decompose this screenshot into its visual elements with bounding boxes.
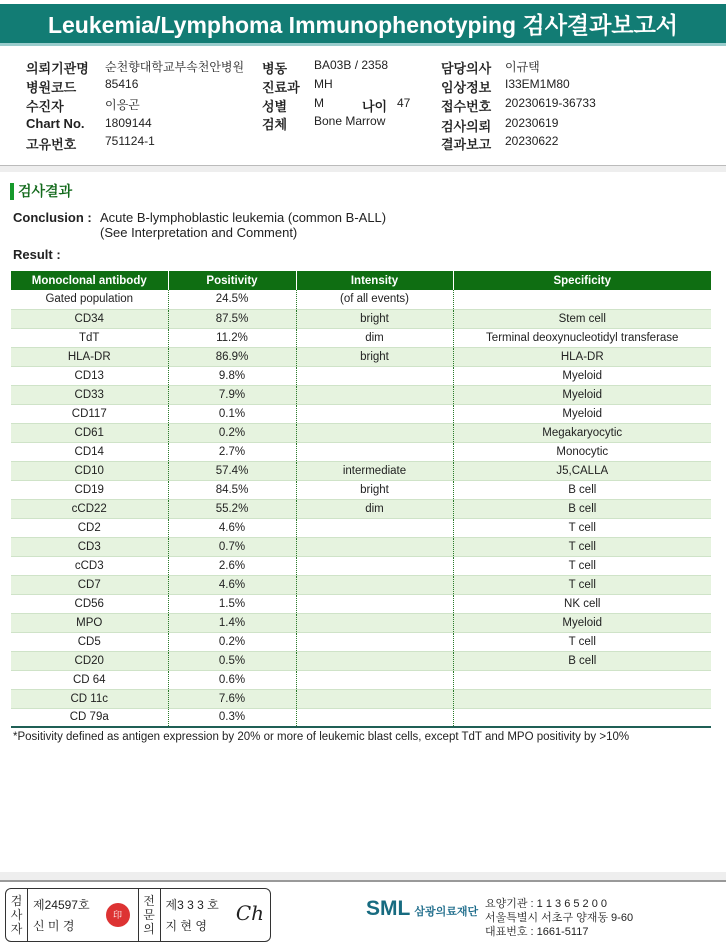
ward-label: 병동 bbox=[262, 61, 288, 76]
intensity-cell bbox=[296, 594, 453, 613]
specificity-cell: Terminal deoxynucleotidyl transferase bbox=[453, 328, 711, 347]
age: 47 bbox=[397, 96, 411, 110]
table-row bbox=[11, 366, 711, 385]
table-row bbox=[11, 613, 711, 632]
doctor-label: 담당의사 bbox=[441, 61, 492, 76]
specificity-cell: J5,CALLA bbox=[453, 461, 711, 480]
positivity-cell: 0.2% bbox=[168, 632, 296, 651]
antibody-cell: CD2 bbox=[11, 518, 168, 537]
id-label: 고유번호 bbox=[26, 137, 77, 152]
patient: 이응곤 bbox=[105, 98, 140, 112]
header-specificity: Specificity bbox=[453, 271, 711, 290]
positivity-cell: 0.5% bbox=[168, 651, 296, 670]
table-row bbox=[11, 385, 711, 404]
request-date: 20230619 bbox=[505, 116, 559, 130]
specificity-cell bbox=[453, 708, 711, 727]
intensity-cell bbox=[296, 518, 453, 537]
intensity-cell bbox=[296, 575, 453, 594]
specificity-cell: Megakaryocytic bbox=[453, 423, 711, 442]
antibody-cell: MPO bbox=[11, 613, 168, 632]
sex: M bbox=[314, 96, 324, 110]
table-row bbox=[11, 689, 711, 708]
specificity-cell: HLA-DR bbox=[453, 347, 711, 366]
positivity-cell: 4.6% bbox=[168, 575, 296, 594]
positivity-cell: 9.8% bbox=[168, 366, 296, 385]
antibody-cell: HLA-DR bbox=[11, 347, 168, 366]
specimen: Bone Marrow bbox=[314, 114, 386, 128]
institution-code: 요양기관 : 1 1 3 6 5 2 0 0 bbox=[485, 898, 608, 910]
table-row bbox=[11, 290, 711, 309]
tester-name: 신 미 경 bbox=[33, 919, 75, 933]
tester-label: 검사자 bbox=[6, 889, 28, 941]
header-positivity: Positivity bbox=[168, 271, 296, 290]
divider bbox=[0, 165, 726, 172]
age-label: 나이 bbox=[362, 99, 388, 114]
dept-label: 진료과 bbox=[262, 80, 300, 95]
institution-label: 의뢰기관명 bbox=[26, 61, 89, 76]
dept: MH bbox=[314, 77, 333, 91]
intensity-cell bbox=[296, 632, 453, 651]
specificity-cell: Myeloid bbox=[453, 613, 711, 632]
intensity-cell: (of all events) bbox=[296, 290, 453, 309]
antibody-cell: CD34 bbox=[11, 309, 168, 328]
intensity-cell bbox=[296, 670, 453, 689]
positivity-cell: 4.6% bbox=[168, 518, 296, 537]
specificity-cell bbox=[453, 290, 711, 309]
conclusion-label: Conclusion : bbox=[13, 210, 92, 225]
specificity-cell: T cell bbox=[453, 632, 711, 651]
header-intensity: Intensity bbox=[296, 271, 453, 290]
antibody-cell: CD3 bbox=[11, 537, 168, 556]
positivity-cell: 2.7% bbox=[168, 442, 296, 461]
antibody-cell: CD117 bbox=[11, 404, 168, 423]
intensity-cell: dim bbox=[296, 499, 453, 518]
antibody-cell: Gated population bbox=[11, 290, 168, 309]
table-row bbox=[11, 651, 711, 670]
id: 751124-1 bbox=[105, 134, 155, 148]
antibody-cell: CD56 bbox=[11, 594, 168, 613]
antibody-cell: CD61 bbox=[11, 423, 168, 442]
footer-divider bbox=[0, 872, 726, 882]
phone: 대표번호 : 1661-5117 bbox=[485, 926, 589, 938]
receipt-label: 접수번호 bbox=[441, 99, 492, 114]
antibody-cell: CD 11c bbox=[11, 689, 168, 708]
logo-text: SML bbox=[366, 897, 411, 920]
specificity-cell: Myeloid bbox=[453, 366, 711, 385]
antibody-cell: CD20 bbox=[11, 651, 168, 670]
antibody-cell: CD33 bbox=[11, 385, 168, 404]
table-row bbox=[11, 499, 711, 518]
specificity-cell: T cell bbox=[453, 556, 711, 575]
intensity-cell bbox=[296, 708, 453, 727]
intensity-cell: intermediate bbox=[296, 461, 453, 480]
conclusion-line: (See Interpretation and Comment) bbox=[100, 225, 298, 240]
specificity-cell: Stem cell bbox=[453, 309, 711, 328]
specificity-cell: Myeloid bbox=[453, 385, 711, 404]
table-row bbox=[11, 423, 711, 442]
sml-logo bbox=[366, 897, 478, 921]
positivity-cell: 87.5% bbox=[168, 309, 296, 328]
positivity-cell: 7.9% bbox=[168, 385, 296, 404]
table-row bbox=[11, 556, 711, 575]
positivity-cell: 55.2% bbox=[168, 499, 296, 518]
intensity-cell bbox=[296, 442, 453, 461]
antibody-cell: CD5 bbox=[11, 632, 168, 651]
stamp-icon: 印 bbox=[106, 903, 130, 927]
table-row bbox=[11, 632, 711, 651]
specialist-name: 지 현 영 bbox=[165, 919, 207, 933]
report-label: 결과보고 bbox=[441, 137, 492, 152]
specificity-cell: Monocytic bbox=[453, 442, 711, 461]
specialist-no: 제3 3 3 호 bbox=[165, 898, 219, 912]
chart-label: Chart No. bbox=[26, 116, 85, 131]
intensity-cell bbox=[296, 423, 453, 442]
specificity-cell bbox=[453, 670, 711, 689]
ward: BA03B / 2358 bbox=[314, 58, 389, 72]
positivity-cell: 1.5% bbox=[168, 594, 296, 613]
intensity-cell bbox=[296, 366, 453, 385]
table-row bbox=[11, 309, 711, 328]
antibody-cell: CD 64 bbox=[11, 670, 168, 689]
antibody-cell: CD7 bbox=[11, 575, 168, 594]
table-row bbox=[11, 461, 711, 480]
antibody-cell: TdT bbox=[11, 328, 168, 347]
header-antibody: Monoclonal antibody bbox=[11, 271, 168, 290]
patient-info bbox=[0, 56, 726, 156]
positivity-cell: 7.6% bbox=[168, 689, 296, 708]
positivity-cell: 0.7% bbox=[168, 537, 296, 556]
positivity-cell: 11.2% bbox=[168, 328, 296, 347]
specificity-cell: Myeloid bbox=[453, 404, 711, 423]
positivity-cell: 84.5% bbox=[168, 480, 296, 499]
table-row bbox=[11, 404, 711, 423]
specificity-cell: T cell bbox=[453, 518, 711, 537]
table-row bbox=[11, 594, 711, 613]
conclusion-line: Acute B-lymphoblastic leukemia (common B-ALL) bbox=[100, 210, 387, 225]
table-row bbox=[11, 670, 711, 689]
specificity-cell bbox=[453, 689, 711, 708]
hospital-code: 85416 bbox=[105, 77, 139, 91]
table-row bbox=[11, 480, 711, 499]
antibody-cell: CD10 bbox=[11, 461, 168, 480]
specificity-cell: B cell bbox=[453, 499, 711, 518]
request-label: 검사의뢰 bbox=[441, 119, 492, 134]
table-row bbox=[11, 575, 711, 594]
patient-label: 수진자 bbox=[26, 99, 64, 114]
hospital-code-label: 병원코드 bbox=[26, 80, 77, 95]
institution: 순천향대학교부속천안병원 bbox=[105, 60, 245, 74]
specificity-cell: T cell bbox=[453, 537, 711, 556]
table-row bbox=[11, 328, 711, 347]
positivity-cell: 24.5% bbox=[168, 290, 296, 309]
report-date: 20230622 bbox=[505, 134, 559, 148]
intensity-cell: bright bbox=[296, 480, 453, 499]
positivity-cell: 2.6% bbox=[168, 556, 296, 575]
specificity-cell: NK cell bbox=[453, 594, 711, 613]
positivity-cell: 0.6% bbox=[168, 670, 296, 689]
antibody-cell: cCD3 bbox=[11, 556, 168, 575]
positivity-cell: 86.9% bbox=[168, 347, 296, 366]
positivity-cell: 1.4% bbox=[168, 613, 296, 632]
table-row bbox=[11, 518, 711, 537]
specificity-cell: B cell bbox=[453, 480, 711, 499]
intensity-cell: bright bbox=[296, 347, 453, 366]
signature: Ch bbox=[235, 901, 264, 925]
doctor: 이규택 bbox=[505, 60, 540, 74]
intensity-cell: bright bbox=[296, 309, 453, 328]
intensity-cell bbox=[296, 537, 453, 556]
address: 서울특별시 서초구 양재동 9-60 bbox=[485, 912, 634, 924]
positivity-cell: 57.4% bbox=[168, 461, 296, 480]
tester-no: 제24597호 bbox=[33, 898, 90, 912]
report-title: Leukemia/Lymphoma Immunophenotyping 검사결과보고서 bbox=[0, 4, 726, 46]
positivity-cell: 0.1% bbox=[168, 404, 296, 423]
antibody-cell: cCD22 bbox=[11, 499, 168, 518]
footnote: *Positivity defined as antigen expression by 20% or more of leukemic blast cells, except TdT and MPO positivity by >10% bbox=[13, 731, 630, 743]
positivity-cell: 0.2% bbox=[168, 423, 296, 442]
intensity-cell: dim bbox=[296, 328, 453, 347]
clinical-label: 임상정보 bbox=[441, 80, 492, 95]
intensity-cell bbox=[296, 385, 453, 404]
clinical: I33EM1M80 bbox=[505, 77, 570, 91]
antibody-cell: CD14 bbox=[11, 442, 168, 461]
specificity-cell: T cell bbox=[453, 575, 711, 594]
positivity-cell: 0.3% bbox=[168, 708, 296, 727]
intensity-cell bbox=[296, 613, 453, 632]
lab-contact bbox=[485, 897, 633, 939]
antibody-cell: CD19 bbox=[11, 480, 168, 499]
intensity-cell bbox=[296, 404, 453, 423]
table-row bbox=[11, 537, 711, 556]
foundation-name: 삼광의료재단 bbox=[414, 906, 479, 918]
receipt: 20230619-36733 bbox=[505, 96, 596, 110]
tester bbox=[28, 889, 139, 941]
result-label: Result : bbox=[13, 247, 61, 262]
chart-no: 1809144 bbox=[105, 116, 152, 130]
results-table bbox=[11, 271, 711, 728]
table-row bbox=[11, 708, 711, 727]
conclusion bbox=[100, 210, 386, 240]
specialist bbox=[161, 889, 271, 941]
table-row bbox=[11, 442, 711, 461]
specificity-cell: B cell bbox=[453, 651, 711, 670]
specialist-label: 전문의 bbox=[139, 889, 161, 941]
section-title: 검사결과 bbox=[10, 183, 72, 200]
sex-label: 성별 bbox=[262, 99, 288, 114]
signature-box bbox=[5, 888, 271, 942]
intensity-cell bbox=[296, 689, 453, 708]
specimen-label: 검체 bbox=[262, 117, 288, 132]
antibody-cell: CD13 bbox=[11, 366, 168, 385]
table-row bbox=[11, 347, 711, 366]
intensity-cell bbox=[296, 556, 453, 575]
intensity-cell bbox=[296, 651, 453, 670]
antibody-cell: CD 79a bbox=[11, 708, 168, 727]
